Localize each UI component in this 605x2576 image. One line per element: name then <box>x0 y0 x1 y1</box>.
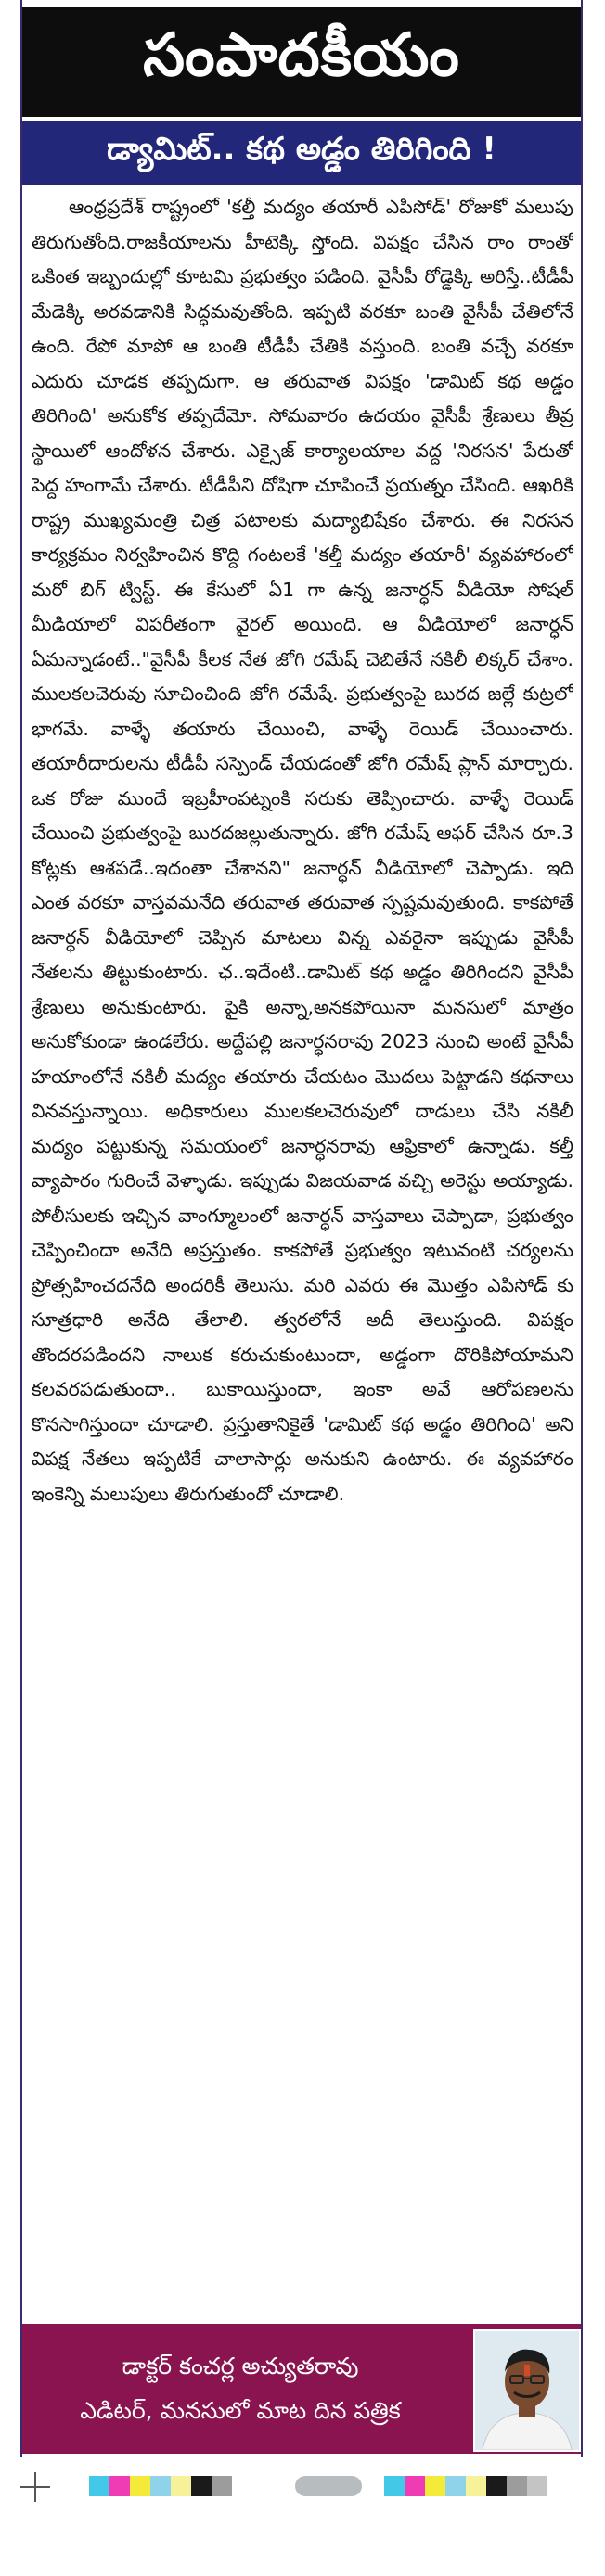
byline-text <box>22 2324 458 2454</box>
color-calibration-strip-2 <box>384 2476 547 2496</box>
grey-calibration-pill <box>295 2476 362 2496</box>
section-title <box>22 7 581 117</box>
color-calibration-strip <box>89 2476 232 2496</box>
author-name: డాక్టర్ కంచర్ల అచ్యుతరావు <box>122 2353 359 2379</box>
editorial-body <box>32 190 573 2323</box>
frame-line-right <box>581 0 583 2457</box>
author-role: ఎడిటర్, మనసులో మాట దిన పత్రిక <box>80 2397 401 2424</box>
section-title-text: సంపాదకీయం <box>143 20 460 90</box>
headline-text: డ్యామిట్.. కథ అడ్డం తిరిగింది ! <box>107 131 496 168</box>
author-photo <box>473 2329 581 2452</box>
headline <box>22 121 581 185</box>
author-photo-icon <box>475 2331 579 2450</box>
registration-mark-icon <box>17 2468 54 2506</box>
byline-box <box>22 2324 581 2454</box>
frame-line-left <box>20 0 22 2457</box>
editorial-paragraph: ఆంధ్రప్రదేశ్ రాష్ట్రంలో 'కల్తీ మద్యం తయారీ ఎపిసోడ్' రోజుకో మలుపు తిరుగుతోంది.రాజకీయాలను హీటెక్కి స్తోంది. విపక్షం చేసిన రాం రాంతో ఒకింత ఇబ్బందుల్లో కూటమి ప్రభుత్వం పడింది. వైసీపీ రోడ్డెక్కి అరిస్తే..టీడీపీ మేడెక్కి అరవడానికి సిద్ధమవుతోంది. ఇప్పటి వరకూ బంతి వైసీపీ చేతిలోనే ఉంది. రేపో మాపో ఆ బంతి టీడీపీ చేతికి వస్తుంది. బంతి వచ్చే వరకూ ఎదురు చూడక తప్పదుగా. ఆ తరువాత విపక్షం 'డామిట్ కథ అడ్డం తిరిగింది' అనుకోక తప్పదేమో. సోమవారం ఉదయం వైసీపీ శ్రేణులు తీవ్ర స్థాయిలో ఆందోళన చేశారు. ఎక్సైజ్ కార్యాలయాల వద్ద 'నిరసన' పేరుతో పెద్ద హంగామే చేశారు. టీడీపీని దోషిగా చూపించే ప్రయత్నం చేసింది. ఆఖరికి రాష్ట్ర ముఖ్యమంత్రి చిత్ర పటాలకు మద్యాభిషేకం చేశారు. ఈ నిరసన కార్యక్రమం నిర్వహించిన కొద్ది గంటలకే 'కల్తీ మద్యం తయారీ' వ్యవహారంలో మరో బిగ్ ట్విస్ట్. ఈ కేసులో ఏ1 గా ఉన్న జనార్ధన్ వీడియో సోషల్ మీడియాలో విపరీతంగా వైరల్ అయింది. ఆ వీడియోలో జనార్ధన్ ఏమన్నాడంటే.."వైసీపీ కీలక నేత జోగి రమేష్ చెబితేనే నకిలీ లిక్కర్ చేశాం. ములకలచెరువు సూచించింది జోగి రమేషే. ప్రభుత్వంపై బురద జల్లే కుట్రలో భాగమే. వాళ్ళే తయారు చేయించి, వాళ్ళే రెయిడ్ చేయించారు. తయారీదారులను టీడీపీ సస్పెండ్ చేయడంతో జోగి రమేష్ ప్లాన్ మార్చారు. ఒక రోజు ముందే ఇబ్రహీంపట్నంకి సరుకు తెప్పించారు. వాళ్ళే రెయిడ్ చేయించి ప్రభుత్వంపై బురదజల్లుతున్నారు. జోగి రమేష్ ఆఫర్ చేసిన రూ.3 కోట్లకు ఆశపడే..ఇదంతా చేశానని" జనార్ధన్ వీడియోలో చెప్పాడు. ఇది ఎంత వరకూ వాస్తవమనేది తరువాత తరువాత స్పష్టమవుతుంది. కాకపోతే జనార్ధన్ వీడియోలో చెప్పిన మాటలు విన్న ఎవరైనా ఇప్పుడు వైసీపీ నేతలను తిట్టుకుంటారు. ఛ..ఇదేంటి..డామిట్ కథ అడ్డం తిరిగిందని వైసీపీ శ్రేణులు అనుకుంటారు. పైకి అన్నా,అనకపోయినా మనసులో మాత్రం అనుకోకుండా ఉండలేరు. అద్దేపల్లి జనార్ధనరావు 2023 నుంచి అంటే వైసీపీ హయాంలోనే నకిలీ మద్యం తయారు చేయటం మొదలు పెట్టాడని కథనాలు వినవస్తున్నాయి. అధికారులు ములకలచెరువులో దాడులు చేసి నకిలీ మద్యం పట్టుకున్న సమయంలో జనార్ధనరావు ఆఫ్రికాలో ఉన్నాడు. కల్తీ వ్యాపారం గురించే వెళ్ళాడు. ఇప్పుడు విజయవాడ వచ్చి అరెస్టు అయ్యాడు. పోలీసులకు ఇచ్చిన వాంగ్మూలంలో జనార్ధన్ వాస్తవాలు చెప్పాడా, ప్రభుత్వం చెప్పించిందా అనేది అప్రస్తుతం. కాకపోతే ప్రభుత్వం ఇటువంటి చర్యలను ప్రోత్సహించదనేది అందరికీ తెలుసు. మరి ఎవరు ఈ మొత్తం ఎపిసోడ్ కు సూత్రధారి అనేది తేలాలి. త్వరలోనే అదీ తెలుస్తుంది. విపక్షం తొందరపడిందని నాలుక కరుచుకుంటుందా, అడ్డంగా దొరికిపోయామని కలవరపడుతుందా.. బుకాయిస్తుందా, ఇంకా అవే ఆరోపణలను కొనసాగిస్తుందా చూడాలి. ప్రస్తుతానికైతే 'డామిట్ కథ అడ్డం తిరిగింది' అని విపక్ష నేతలు ఇప్పటికే చాలాసార్లు అనుకుని ఉంటారు. ఈ వ్యవహారం ఇంకెన్ని మలుపులు తిరుగుతుందో చూడాలి. <box>32 196 573 1505</box>
